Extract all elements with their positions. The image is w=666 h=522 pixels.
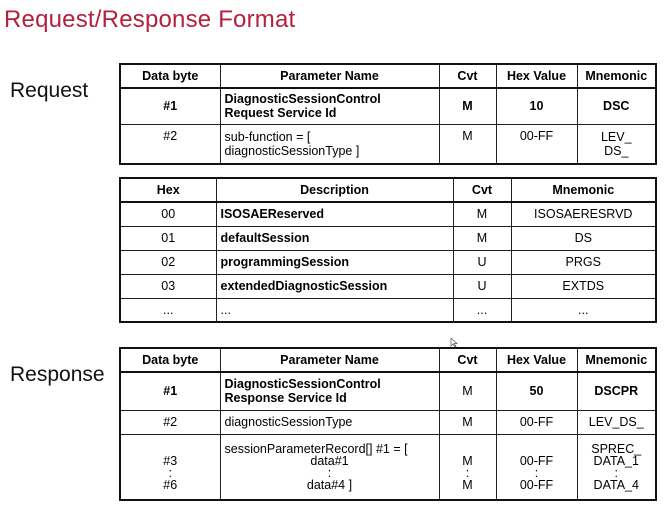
data-byte-cell: #3 : #6 bbox=[120, 434, 220, 500]
header-cvt: Cvt bbox=[453, 178, 511, 202]
cvt-cell: M bbox=[439, 372, 496, 410]
mnemonic-cell: EXTDS bbox=[511, 274, 656, 298]
header-mnemonic: Mnemonic bbox=[577, 348, 656, 372]
cvt-cell: M bbox=[439, 88, 496, 124]
hex-cell: ... bbox=[120, 298, 216, 322]
table-row bbox=[120, 226, 656, 250]
header-mnemonic: Mnemonic bbox=[511, 178, 656, 202]
header-parameter-name: Parameter Name bbox=[220, 348, 439, 372]
hex-value-cell: 10 bbox=[496, 88, 577, 124]
header-data-byte: Data byte bbox=[120, 64, 220, 88]
cvt-cell: U bbox=[453, 274, 511, 298]
header-hex-value: Hex Value bbox=[496, 64, 577, 88]
header-data-byte: Data byte bbox=[120, 348, 220, 372]
table-row bbox=[120, 372, 656, 410]
header-mnemonic: Mnemonic bbox=[577, 64, 656, 88]
header-description: Description bbox=[216, 178, 453, 202]
table-row bbox=[120, 88, 656, 124]
mnemonic-cell: ISOSAERESRVD bbox=[511, 202, 656, 226]
mnemonic-cell: LEV_DS_ bbox=[577, 410, 656, 434]
hex-cell: 01 bbox=[120, 226, 216, 250]
parameter-name-top: sessionParameterRecord[] #1 = [ bbox=[224, 441, 408, 456]
header-cvt: Cvt bbox=[439, 348, 496, 372]
header-hex: Hex bbox=[120, 178, 216, 202]
hex-value-cell: 00-FF bbox=[496, 124, 577, 164]
subfunction-table-header bbox=[120, 178, 656, 202]
page-title: Request/Response Format bbox=[4, 6, 296, 33]
hex-cell: 00 bbox=[120, 202, 216, 226]
table-row bbox=[120, 410, 656, 434]
mnemonic-cell: SPREC_ DATA_1 : DATA_4 bbox=[577, 434, 656, 500]
description-cell: extendedDiagnosticSession bbox=[216, 274, 453, 298]
table-row bbox=[120, 434, 656, 500]
hex-cell: 03 bbox=[120, 274, 216, 298]
cvt-cell: M bbox=[453, 202, 511, 226]
cvt-cell: M bbox=[453, 226, 511, 250]
data-byte-cell: #2 bbox=[120, 410, 220, 434]
cvt-cell: U bbox=[453, 250, 511, 274]
cvt-cell: M bbox=[439, 124, 496, 164]
mnemonic-cell: LEV_ DS_ bbox=[577, 124, 656, 164]
request-table bbox=[119, 63, 657, 165]
table-row bbox=[120, 202, 656, 226]
mnemonic-cell: DSCPR bbox=[577, 372, 656, 410]
hex-value-cell: 50 bbox=[496, 372, 577, 410]
response-table-header bbox=[120, 348, 656, 372]
description-cell: defaultSession bbox=[216, 226, 453, 250]
cvt-cell: M : M bbox=[439, 434, 496, 500]
header-parameter-name: Parameter Name bbox=[220, 64, 439, 88]
data-byte-cell: #1 bbox=[120, 372, 220, 410]
hex-value-cell: 00-FF bbox=[496, 410, 577, 434]
parameter-name-cell: DiagnosticSessionControl Request Service Id bbox=[220, 88, 439, 124]
parameter-name-cell bbox=[220, 434, 439, 500]
header-hex-value: Hex Value bbox=[496, 348, 577, 372]
mnemonic-cell: PRGS bbox=[511, 250, 656, 274]
description-cell: ISOSAEReserved bbox=[216, 202, 453, 226]
mnemonic-cell: DSC bbox=[577, 88, 656, 124]
hex-value-cell: 00-FF : 00-FF bbox=[496, 434, 577, 500]
cvt-cell: ... bbox=[453, 298, 511, 322]
description-cell: programmingSession bbox=[216, 250, 453, 274]
table-row bbox=[120, 298, 656, 322]
hex-cell: 02 bbox=[120, 250, 216, 274]
mouse-pointer-icon bbox=[450, 338, 458, 348]
mnemonic-cell: ... bbox=[511, 298, 656, 322]
data-byte-cell: #2 bbox=[120, 124, 220, 164]
mnemonic-cell: DS bbox=[511, 226, 656, 250]
parameter-name-cell: sub-function = [ diagnosticSessionType ] bbox=[220, 124, 439, 164]
description-cell: ... bbox=[216, 298, 453, 322]
table-row bbox=[120, 274, 656, 298]
parameter-name-lines: data#1 : data#4 ] bbox=[306, 453, 353, 492]
cvt-cell: M bbox=[439, 410, 496, 434]
data-byte-cell: #1 bbox=[120, 88, 220, 124]
request-label: Request bbox=[10, 79, 89, 102]
request-table-header bbox=[120, 64, 656, 88]
subfunction-table bbox=[119, 177, 657, 323]
table-row bbox=[120, 250, 656, 274]
table-row bbox=[120, 124, 656, 164]
header-cvt: Cvt bbox=[439, 64, 496, 88]
response-table bbox=[119, 347, 657, 501]
parameter-name-cell: DiagnosticSessionControl Response Service Id bbox=[220, 372, 439, 410]
response-label: Response bbox=[10, 363, 105, 386]
parameter-name-cell: diagnosticSessionType bbox=[220, 410, 439, 434]
